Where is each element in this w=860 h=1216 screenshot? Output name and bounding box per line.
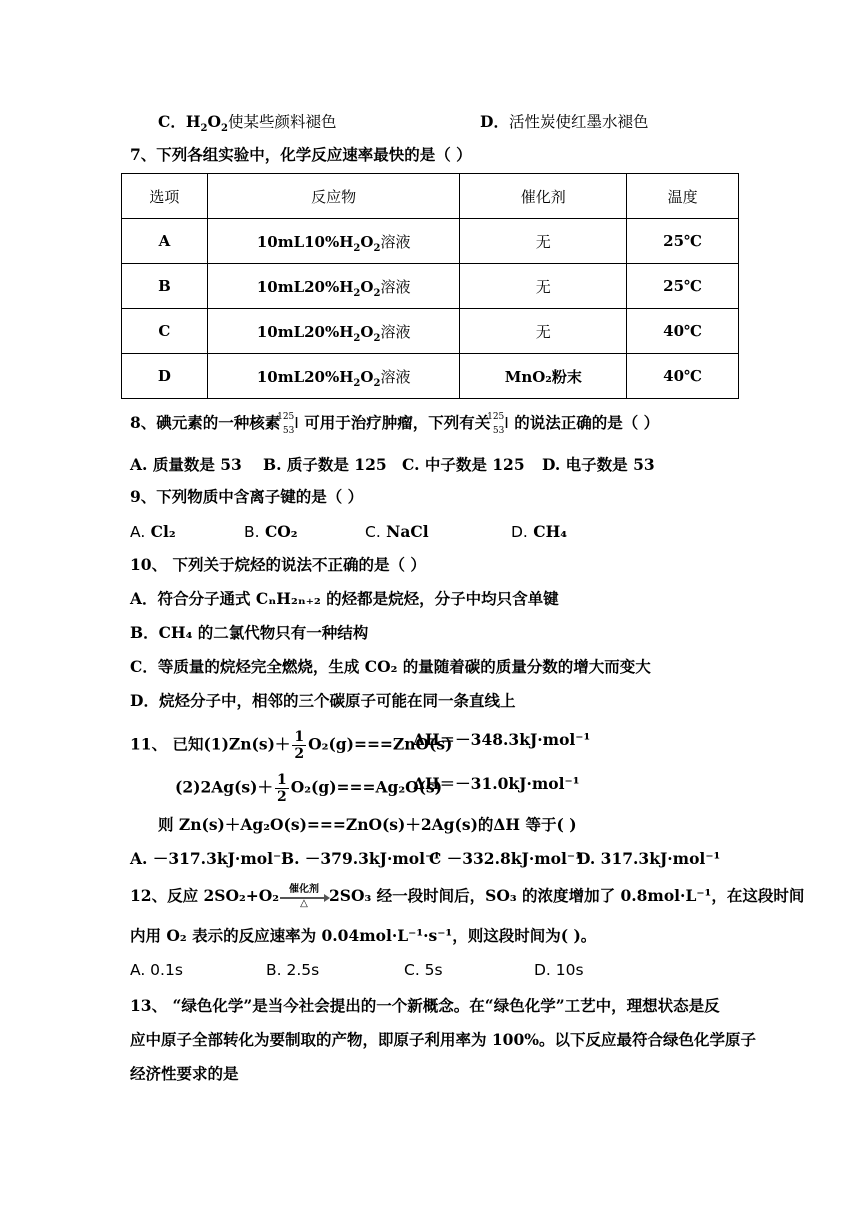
cell-temperature: 40℃ [627, 309, 739, 354]
q11-dh-2: ΔH＝－31.0kJ·mol⁻¹ [413, 774, 580, 793]
q11-question: 则 Zn(s)＋Ag₂O(s)===ZnO(s)＋2Ag(s)的ΔH 等于( ) [158, 815, 577, 834]
cell-catalyst: MnO₂粉末 [460, 354, 627, 399]
q10-option-d: D．烷烃分子中，相邻的三个碳原子可能在同一条直线上 [130, 691, 516, 710]
q10-option-c: C．等质量的烷烃完全燃烧，生成 CO₂ 的量随着碳的质量分数的增大而变大 [130, 657, 651, 676]
q6-option-c: C．$H_2O_2$使某些颜料褪色 [158, 112, 337, 135]
q8-option-a: A. 质量数是 53 [130, 455, 242, 474]
q8-option-b: B. 质子数是 125 [263, 455, 387, 474]
cell-catalyst: 无 [460, 264, 627, 309]
q7-stem: 7、下列各组实验中，化学反应速率最快的是（ ） [130, 145, 472, 164]
q6-option-d: D．活性炭使红墨水褪色 [480, 112, 649, 131]
cell-option: C [122, 309, 208, 354]
table-row [122, 354, 739, 399]
cell-reactant: $10mL20\%H_2O_2$溶液 [207, 309, 460, 354]
q11-option-c: C －332.8kJ·mol⁻¹ [429, 849, 582, 868]
cell-temperature: 25℃ [627, 264, 739, 309]
q11-option-b: B. －379.3kJ·mol⁻¹ [281, 849, 440, 868]
cell-reactant: $10mL10\%H_2O_2$溶液 [207, 219, 460, 264]
cell-catalyst: 无 [460, 309, 627, 354]
table-header-row [122, 174, 739, 219]
q13-line-1: 13、 “绿色化学”是当今社会提出的一个新概念。在“绿色化学”工艺中，理想状态是反 [130, 996, 720, 1015]
cell-option: D [122, 354, 208, 399]
q9-option-c: C. NaCl [365, 522, 429, 541]
header-temperature: 温度 [627, 174, 739, 219]
q12-stem-line-1: 12、反应 2SO₂+O₂ 催化剂 △ 2SO₃ 经一段时间后，SO₃ 的浓度增加了 0.8mol·L⁻¹，在这段时间 [130, 884, 805, 909]
header-option: 选项 [122, 174, 208, 219]
q8-option-d: D. 电子数是 53 [542, 455, 655, 474]
cell-temperature: 25℃ [627, 219, 739, 264]
q12-stem-line-2: 内用 O₂ 表示的反应速率为 0.04mol·L⁻¹·s⁻¹，则这段时间为( )。 [130, 926, 597, 945]
q10-option-b: B．CH₄ 的二氯代物只有一种结构 [130, 623, 369, 642]
q11-equation-2: (2)2Ag(s)＋ $\frac{1}{2}$ O₂(g)===Ag₂O(s) [175, 772, 443, 805]
q12-option-b: B. 2.5s [266, 961, 320, 979]
q11-equation-1: 11、 已知(1)Zn(s)＋ $\frac{1}{2}$ O₂(g)===ZnO(s) [130, 729, 453, 762]
q11-option-a: A. －317.3kJ·mol⁻¹ [130, 849, 288, 868]
q11-dh-1: ΔH＝－348.3kJ·mol⁻¹ [413, 730, 591, 749]
q10-option-a: A．符合分子通式 CₙH₂ₙ₊₂ 的烃都是烷烃，分子中均只含单键 [130, 589, 559, 608]
q12-option-d: D. 10s [534, 961, 584, 979]
q11-option-d: D. 317.3kJ·mol⁻¹ [577, 849, 721, 868]
q8-stem: 8、碘元素的一种核素 125 53 I 可用于治疗肿瘤，下列有关 125 53 I 的说法正确的是（ ） [130, 412, 660, 436]
reaction-rate-table [121, 173, 739, 399]
q9-option-a: A. Cl₂ [130, 522, 176, 541]
fraction-half: $\frac{1}{2}$ [294, 729, 305, 762]
table-row [122, 309, 739, 354]
q13-line-2: 应中原子全部转化为要制取的产物，即原子利用率为 100%。以下反应最符合绿色化学原子 [130, 1030, 756, 1049]
q9-option-d: D. CH₄ [511, 522, 568, 541]
q9-option-b: B. CO₂ [244, 522, 298, 541]
header-catalyst: 催化剂 [460, 174, 627, 219]
cell-catalyst: 无 [460, 219, 627, 264]
q12-option-a: A. 0.1s [130, 961, 183, 979]
header-reactant: 反应物 [207, 174, 460, 219]
q10-stem: 10、 下列关于烷烃的说法不正确的是（ ） [130, 555, 426, 574]
q13-line-3: 经济性要求的是 [130, 1064, 239, 1083]
cell-reactant: $10mL20\%H_2O_2$溶液 [207, 354, 460, 399]
iodine-nuclide: 125 53 [487, 412, 505, 436]
table-row [122, 219, 739, 264]
cell-option: B [122, 264, 208, 309]
cell-option: A [122, 219, 208, 264]
fraction-half: $\frac{1}{2}$ [277, 772, 287, 805]
cell-temperature: 40℃ [627, 354, 739, 399]
reversible-catalyst-arrow: 催化剂 △ [280, 886, 328, 908]
table-row [122, 264, 739, 309]
q12-option-c: C. 5s [404, 961, 443, 979]
iodine-nuclide: 125 53 [277, 412, 295, 436]
q9-stem: 9、下列物质中含离子键的是（ ） [130, 487, 364, 506]
cell-reactant: $10mL20\%H_2O_2$溶液 [207, 264, 460, 309]
q8-option-c: C. 中子数是 125 [402, 455, 525, 474]
